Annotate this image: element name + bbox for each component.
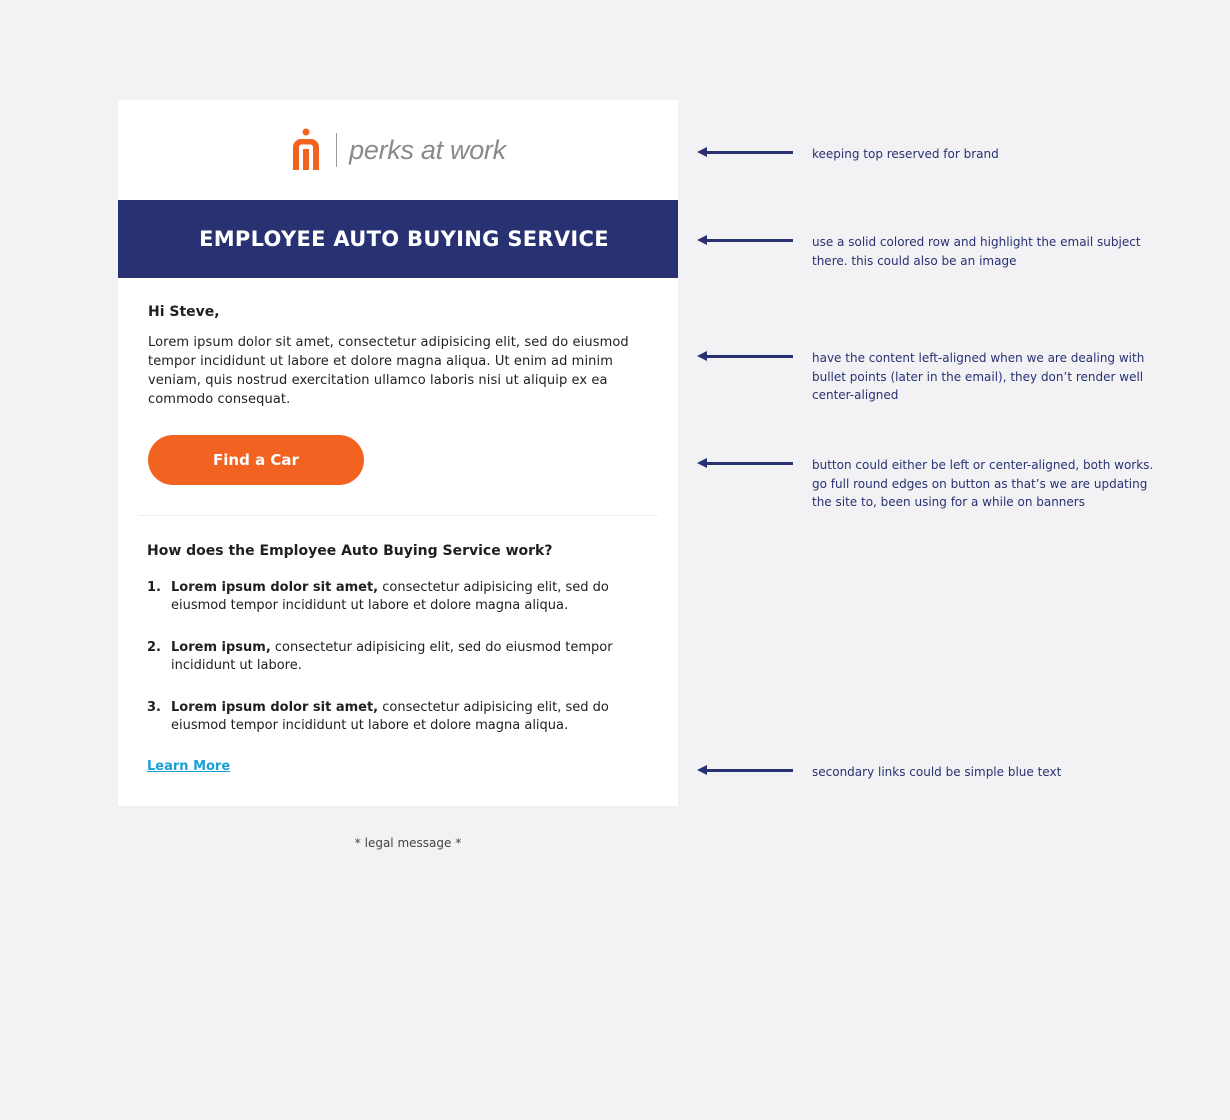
intro-paragraph: Lorem ipsum dolor sit amet, consectetur adipisicing elit, sed do eiusmod tempor incididunt ut labore et dolore magna aliqua. Ut enim ad minim veniam, quis nostrud exercitation ullamco laboris nisi ut aliquip ex ea commodo consequat. (148, 335, 629, 407)
annotation-text: keeping top reserved for brand (812, 147, 999, 161)
list-item (147, 579, 648, 615)
divider (138, 515, 658, 516)
annotation (697, 233, 1157, 270)
logo-divider (336, 133, 337, 167)
item-number: 3. (147, 700, 161, 715)
arrow-left-icon (697, 234, 793, 246)
annotation-text: have the content left-aligned when we are dealing with bullet points (later in the email), they don’t render well center-aligned (812, 351, 1145, 402)
arrow-left-icon (697, 457, 793, 469)
section-heading: How does the Employee Auto Buying Service work? (147, 543, 553, 559)
list-item (147, 639, 648, 675)
item-text: consectetur adipisicing elit, sed do eiusmod tempor incididunt ut labore et dolore magna aliqua. (171, 700, 609, 733)
item-bold: Lorem ipsum dolor sit amet, (171, 580, 379, 595)
item-text: consectetur adipisicing elit, sed do eiusmod tempor incididunt ut labore. (171, 640, 613, 673)
arrow-left-icon (697, 146, 793, 158)
annotation (697, 456, 1157, 512)
item-number: 1. (147, 580, 161, 595)
annotation-text: secondary links could be simple blue text (812, 765, 1062, 779)
item-number: 2. (147, 640, 161, 655)
greeting: Hi Steve, (148, 304, 220, 320)
list-item (147, 699, 648, 735)
annotation-text: button could either be left or center-aligned, both works. go full round edges on button as that’s we are updating the site to, been using for a while on banners (812, 458, 1154, 509)
item-bold: Lorem ipsum dolor sit amet, (171, 700, 379, 715)
item-text: consectetur adipisicing elit, sed do eiusmod tempor incididunt ut labore et dolore magna aliqua. (171, 580, 609, 613)
banner-title: EMPLOYEE AUTO BUYING SERVICE (199, 227, 609, 251)
annotation (697, 145, 1157, 164)
arrow-left-icon (697, 764, 793, 776)
annotation-text: use a solid colored row and highlight the email subject there. this could also be an image (812, 235, 1141, 268)
annotation (697, 349, 1157, 405)
learn-more-link[interactable]: Learn More (147, 759, 231, 774)
brand-header (118, 100, 678, 200)
annotation (697, 763, 1157, 782)
logo-text: perks at work (349, 134, 506, 165)
email-card (118, 100, 678, 806)
arrow-left-icon (697, 350, 793, 362)
legal-message: * legal message * (354, 836, 462, 850)
perks-logo-icon (290, 128, 322, 172)
find-a-car-button[interactable]: Find a Car (148, 435, 364, 485)
item-bold: Lorem ipsum, (171, 640, 271, 655)
subject-banner (118, 200, 678, 278)
